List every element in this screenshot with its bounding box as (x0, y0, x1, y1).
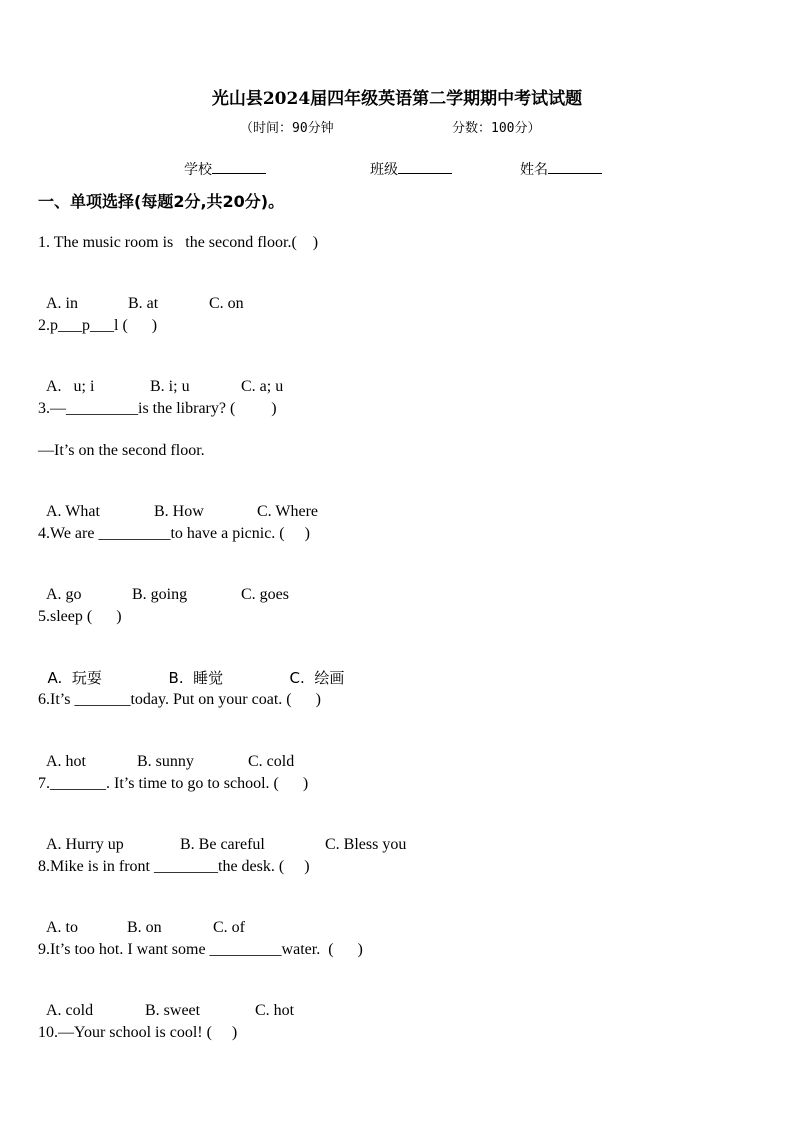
name-label: 姓名 (520, 162, 548, 178)
option-a[interactable]: A. cold (46, 1002, 94, 1019)
question-stem: 10.—Your school is cool! ( ) (38, 1024, 238, 1041)
name-blank[interactable] (548, 159, 602, 174)
question-options (38, 357, 283, 397)
class-field (370, 159, 452, 179)
option-a[interactable]: A. u; i (46, 378, 95, 395)
school-label: 学校 (184, 162, 212, 178)
section-heading: 一、单项选择(每题2分,共20分)。 (38, 192, 285, 211)
question-options (38, 565, 289, 605)
option-a[interactable]: A. to (46, 919, 78, 936)
question-stem: 3.—_________is the library? ( ) (38, 400, 277, 417)
option-a[interactable]: A. in (46, 295, 78, 312)
question-stem: 9.It’s too hot. I want some _________water. ( ) (38, 941, 363, 958)
school-blank[interactable] (212, 159, 266, 174)
option-b[interactable]: B. sweet (145, 1002, 201, 1019)
page-title: 光山县2024届四年级英语第二学期期中考试试题 (211, 89, 583, 109)
question-options (38, 274, 244, 314)
option-c[interactable]: C. of (213, 919, 245, 936)
question-options (38, 815, 406, 855)
option-b[interactable]: B. at (128, 295, 159, 312)
question-options (38, 732, 294, 772)
option-b[interactable]: B. Be careful (180, 836, 265, 853)
question-options (38, 898, 245, 938)
option-a[interactable]: A. go (46, 586, 82, 603)
question-extra: —It’s on the second floor. (38, 442, 205, 459)
option-a[interactable]: A. What (46, 503, 100, 520)
option-c[interactable]: C. Where (257, 503, 319, 520)
exam-time: （时间：90分钟 (240, 121, 334, 136)
option-c[interactable]: C. on (209, 295, 244, 312)
option-b[interactable]: B. sunny (137, 753, 194, 770)
question-options (38, 981, 294, 1021)
option-b[interactable]: B. going (132, 586, 188, 603)
option-c[interactable]: C. Bless you (325, 836, 407, 853)
class-label: 班级 (370, 162, 398, 178)
option-c[interactable]: C. a; u (241, 378, 284, 395)
exam-score: 分数：100分） (452, 121, 541, 136)
option-b[interactable]: B. 睡觉 (168, 669, 224, 687)
option-c[interactable]: C. cold (248, 753, 295, 770)
class-blank[interactable] (398, 159, 452, 174)
question-stem: 7._______. It’s time to go to school. ( ) (38, 775, 309, 792)
school-field (184, 159, 266, 179)
question-stem: 5.sleep ( ) (38, 608, 122, 625)
option-c[interactable]: C. hot (255, 1002, 295, 1019)
option-c[interactable]: C. goes (241, 586, 289, 603)
question-stem: 6.It’s _______today. Put on your coat. ( ) (38, 691, 321, 708)
name-field (520, 159, 602, 179)
question-options (38, 482, 318, 522)
option-a[interactable]: A. Hurry up (46, 836, 124, 853)
option-a[interactable]: A. 玩耍 (47, 669, 102, 687)
question-stem: 1. The music room is the second floor.( ) (38, 234, 319, 251)
option-b[interactable]: B. i; u (150, 378, 190, 395)
question-stem: 8.Mike is in front ________the desk. ( ) (38, 858, 310, 875)
question-stem: 4.We are _________to have a picnic. ( ) (38, 525, 310, 542)
option-c[interactable]: C. 绘画 (289, 669, 345, 687)
option-b[interactable]: B. on (127, 919, 162, 936)
option-a[interactable]: A. hot (46, 753, 86, 770)
option-b[interactable]: B. How (154, 503, 204, 520)
question-options (38, 648, 344, 688)
question-stem: 2.p___p___l ( ) (38, 317, 158, 334)
